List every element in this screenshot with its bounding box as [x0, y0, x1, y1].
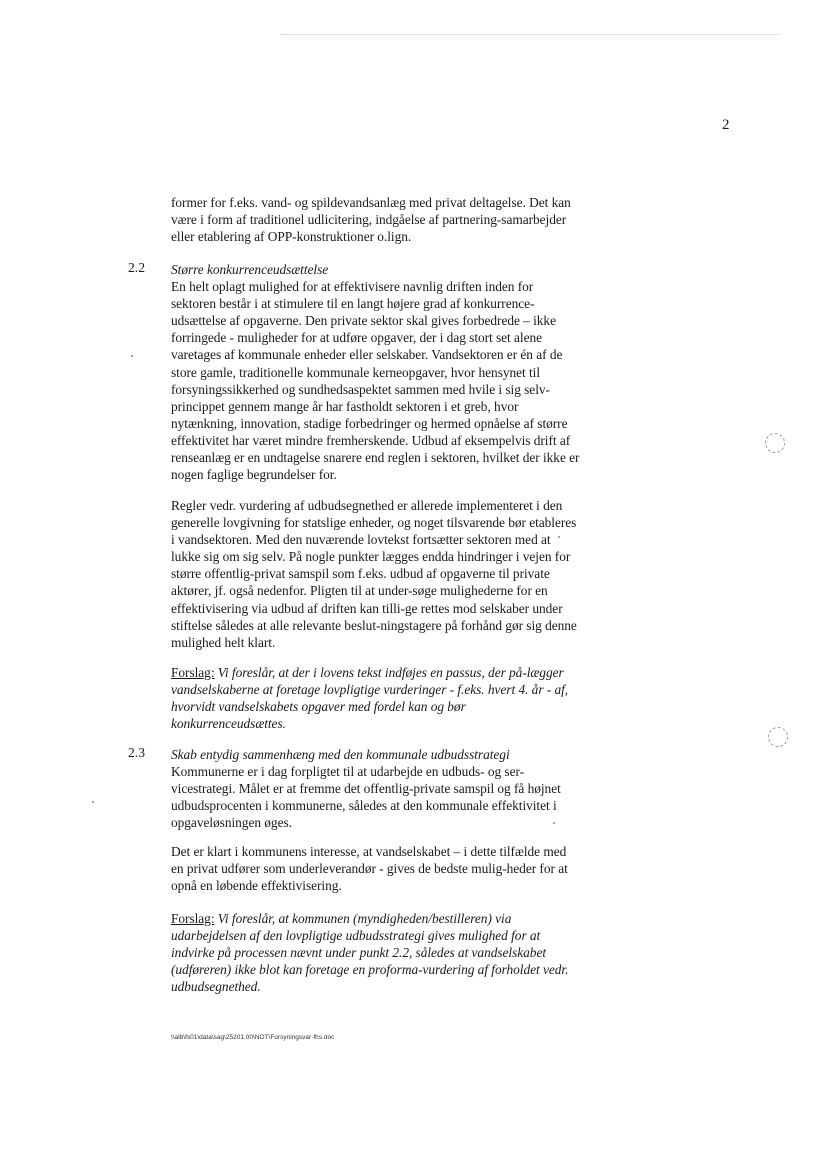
footer-file-path: \\alb\fs01\data\sag\25201.00\NOT\Forsyningsvar-fhs.doc: [171, 1034, 335, 1041]
intro-text: former for f.eks. vand- og spildevandsanlæg med privat deltagelse. Det kan være i form af traditionel udlicitering, indgåelse af partnering-samarbejder eller etablering af OPP-konstruktioner o.lign.: [171, 195, 571, 245]
section-2-2-number: 2.2: [128, 260, 145, 275]
section-2-3-proposal: [171, 910, 581, 995]
section-2-2-paragraph-2: Regler vedr. vurdering af udbudsegnethed er allerede implementeret i den generelle lovgivning for statslige enheder, og noget tilsvarende bør etableres i vandsektoren. Med den nuværende lovtekst fortsætter sektoren med at lukke sig om sig selv. På nogle punkter lægges endda hindringer i vejen for større offentlig-privat samspil som f.eks. udbud af opgaverne til private aktører, jf. også nedenfor. Pligten til at under-søge mulighederne for en effektivisering via udbud af driften kan tilli-ge rettes mod selskaber under stiftelse således at alle relevante beslut-ningstagere på forhånd gør sig denne mulighed helt klart.: [171, 498, 577, 650]
section-2-3-paragraph-2: Det er klart i kommunens interesse, at vandselskabet – i dette tilfælde med en privat udfører som underleverandør - gives de bedste mulig-heder for at opnå en løbende effektivisering.: [171, 844, 568, 894]
proposal-text: Vi foreslår, at kommunen (myndigheden/bestilleren) via udarbejdelsen af den lovpligtige udbudsstrategi gives mulighed for at indvirke på processen nævnt under punkt 2.2, således at vandselskabet (udføreren) ikke blot kan foretage en proforma-vurdering af forholdet vedr. udbudsegnethed.: [171, 911, 569, 995]
section-2-2-proposal: [171, 664, 581, 732]
section-2-3-number: 2.3: [128, 745, 145, 760]
scan-speck: [558, 536, 560, 538]
punch-hole-mark: [768, 727, 788, 747]
proposal-label: Forslag:: [171, 911, 215, 926]
section-2-3-paragraph-2-block: [171, 843, 581, 894]
scan-artifact-line: [280, 34, 780, 35]
proposal-text: Vi foreslår, at der i lovens tekst indføjes en passus, der på-lægger vandselskaberne at foretage lovpligtige vurderinger - f.eks. hvert 4. år - af, hvorvidt vandselskabets opgaver med fordel kan og bør konkurrenceudsættes.: [171, 665, 569, 732]
section-2-3: [171, 746, 581, 831]
scan-speck: [131, 355, 133, 357]
punch-hole-mark: [765, 433, 785, 453]
section-2-3-title: Skab entydig sammenhæng med den kommunale udbudsstrategi: [171, 747, 510, 762]
section-2-2-paragraph-2-block: [171, 497, 581, 651]
proposal-label: Forslag:: [171, 665, 215, 680]
scan-speck: [553, 822, 555, 824]
scan-speck: [92, 801, 94, 803]
page-number: 2: [722, 117, 730, 133]
intro-paragraph: [171, 194, 581, 245]
section-2-2: [171, 261, 581, 483]
section-2-3-paragraph-1: Kommunerne er i dag forpligtet til at udarbejde en udbuds- og ser-vicestrategi. Målet er at fremme det offentlig-private samspil og få højnet udbudsprocenten i kommunerne, således at den kommunale effektivitet i opgaveløsningen øges.: [171, 764, 561, 831]
section-2-2-paragraph-1: En helt oplagt mulighed for at effektivisere navnlig driften inden for sektoren består i at stimulere til en langt højere grad af konkurrence-udsættelse af opgaverne. Den private sektor skal gives forbedrede – ikke forringede - muligheder for at udføre opgaver, der i dag stort set alene varetages af kommunale enheder eller selskaber. Vandsektoren er én af de store gamle, traditionelle kommunale kerneopgaver, hvor hensynet til forsyningssikkerhed og sundhedsaspektet sammen med hvile i sig selv-princippet gennem mange år har fastholdt sektoren i et greb, hvor nytænkning, innovation, stadige forbedringer og hermed opnåelse af større effektivitet har været mindre fremherskende. Udbud af eksempelvis drift af renseanlæg er en undtagelse snarere end reglen i sektoren, hvilket der ikke er nogen faglige begrundelser for.: [171, 279, 580, 483]
section-2-2-title: Større konkurrenceudsættelse: [171, 262, 329, 277]
